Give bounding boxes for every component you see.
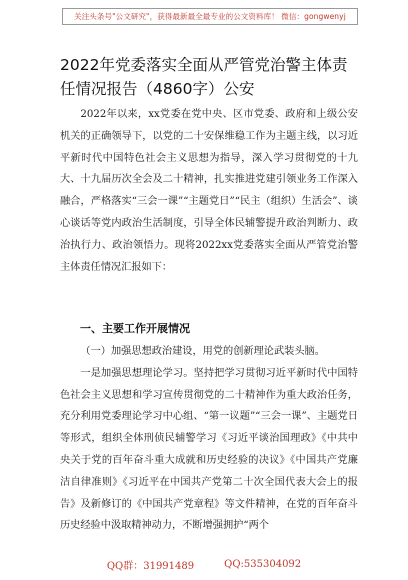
header-banner [62,8,358,25]
intro-paragraph: 2022年以来，xx党委在党中央、区市党委、政府和上级公安机关的正确领导下，以党的二十安保维稳工作为主题主线，以习近平新时代中国特色社会主义思想为指导，深入学习贯彻党的十九大、十九届历次全会及二十精神，扎实推进党建引领业务工作深入融合，严格落实“三会一课”“主题党日”“民主（组织）生活会”、谈心谈话等党内政治生活制度，引导全体民辅警提升政治判断力、政治执行力、政治领悟力。现将2022xx党委落实全面从严管党治警主体责任情况汇报如下： [60,109,358,273]
section-body [60,341,358,537]
subsection-heading: （一）加强思想政治建设，用党的创新理论武装头脑。 [80,346,325,357]
document-title: 2022年党委落实全面从严管党治警主体责任情况报告（4860字）公安 [60,56,348,98]
section-heading: 一、主要工作开展情况 [80,322,190,335]
footer-qq-group: QQ群：31991489 [106,560,195,572]
intro-block [60,104,358,278]
footer-bar [0,554,408,574]
body-paragraph: 一是加强思想理论学习。坚持把学习贯彻习近平新时代中国特色社会主义思想和学习宣传贯彻党的二十精神作为重大政治任务，充分利用党委理论学习中心组、“第一议题”“三会一课”、主题党日等形式，组织全体刑侦民辅警学习《习近平谈治国理政》《中共中央关于党的百年奋斗重大成就和历史经验的决议》《中国共产党廉洁自律准则》《习近平在中国共产党第二十次全国代表大会上的报告》及新修订的《中国共产党章程》等文件精神，在党的百年奋斗历史经验中汲取精神动力，不断增强拥护“两个 [60,367,358,532]
banner-text: 关注头条号"公文研究"，获得最新最全最专业的公文资料库！ 微信：gongwenyj [74,12,346,21]
footer-qq-contact: QQ:535304092 [224,558,302,570]
